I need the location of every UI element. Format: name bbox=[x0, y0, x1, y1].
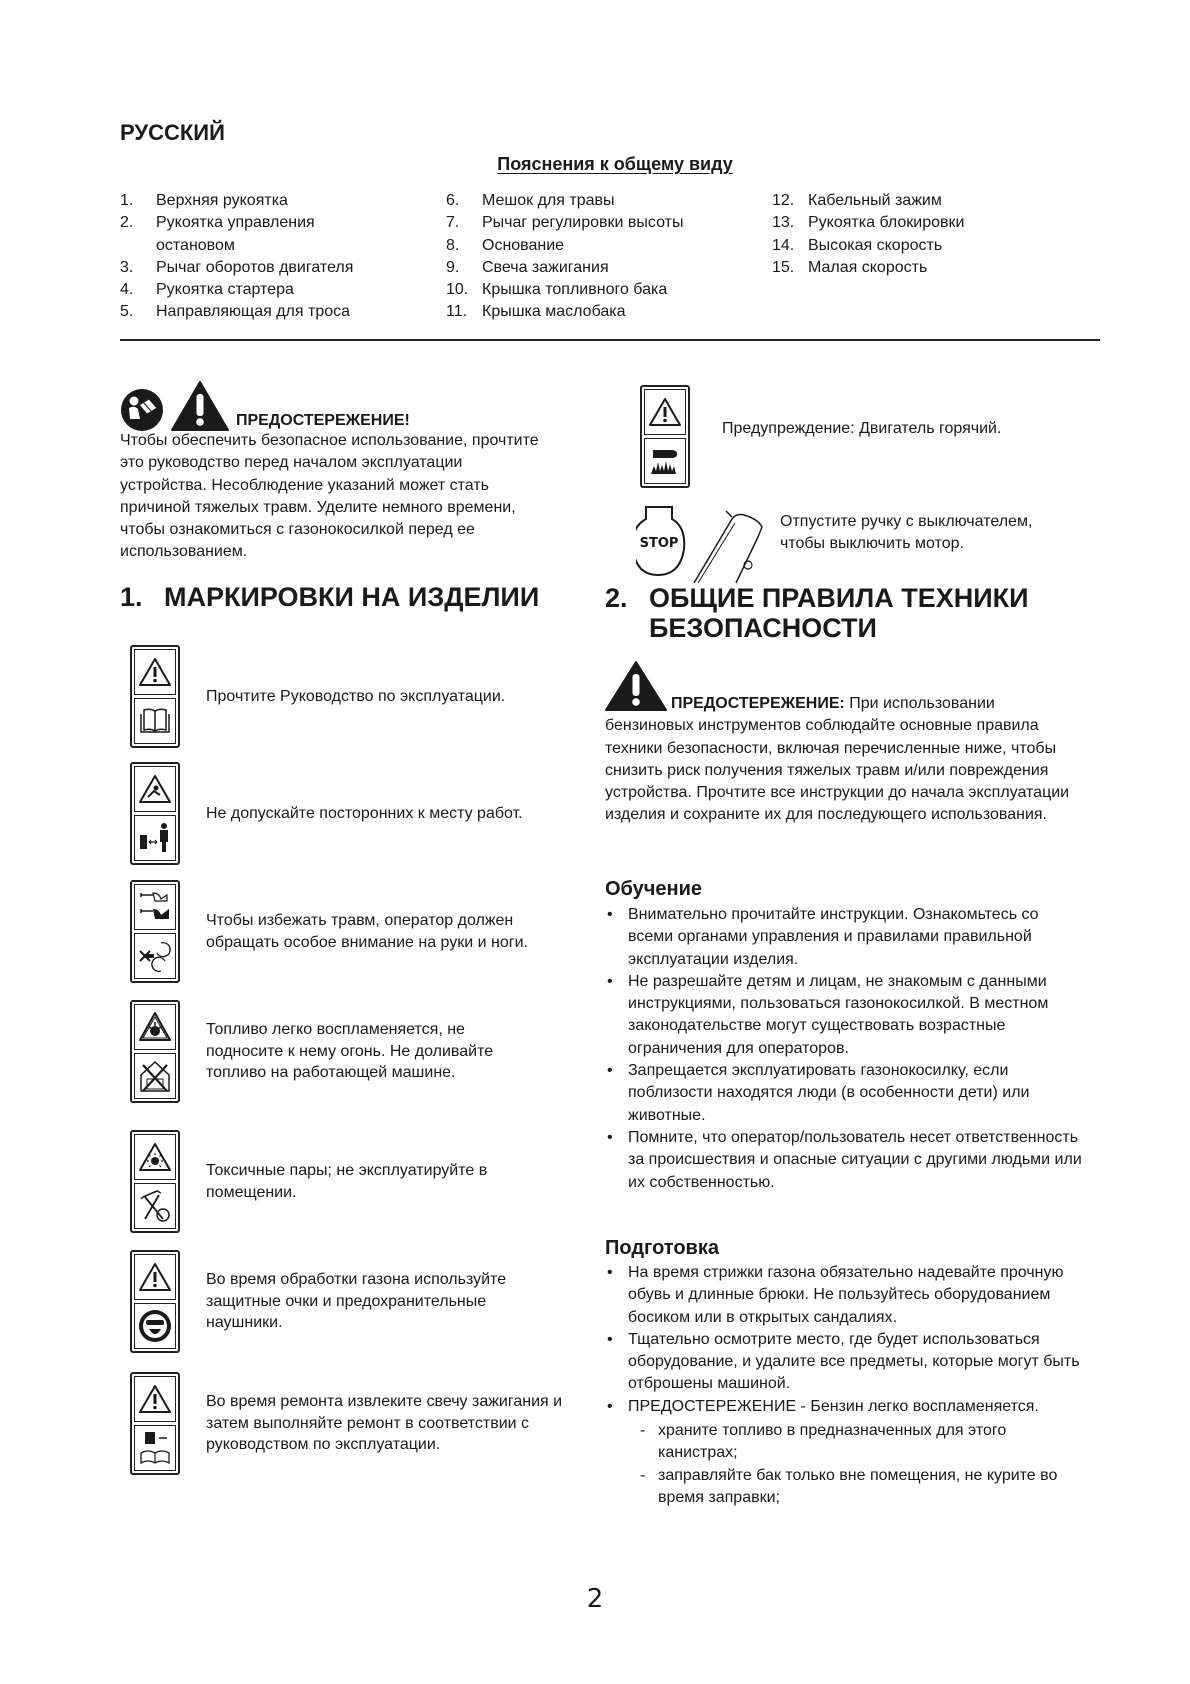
section-1-heading bbox=[120, 582, 539, 612]
svg-text:STOP: STOP bbox=[639, 536, 679, 551]
marking-text: Топливо легко воспламеняется, не подносите к нему огонь. Не доливайте топливо на работающей машине. bbox=[206, 1021, 494, 1082]
horizontal-divider bbox=[120, 339, 1100, 341]
hot-engine-text: Предупреждение: Двигатель горячий. bbox=[722, 420, 1002, 437]
warning-triangle-icon bbox=[134, 649, 176, 695]
stop-handle-symbol bbox=[636, 505, 776, 590]
marking-label-fuel-fire bbox=[130, 1000, 180, 1103]
preparation-bullet: • На время стрижки газона обязательно надевайте прочную обувь и длинные брюки. Не пользуйтесь оборудованием босиком или в открытых сандалиях. bbox=[605, 1262, 1085, 1329]
preparation-bullet: • Тщательно осмотрите место, где будет использоваться оборудование, и удалите все предметы, которые могут быть отброшены машиной. bbox=[605, 1329, 1085, 1396]
legend-label: Кабельный зажим bbox=[808, 192, 942, 209]
stop-handle-icon bbox=[636, 505, 776, 585]
legend-item bbox=[446, 212, 746, 234]
legend-item bbox=[446, 301, 746, 323]
hot-engine-symbol bbox=[640, 385, 690, 488]
no-indoor-operation-icon bbox=[134, 1183, 176, 1229]
warning-triangle-icon bbox=[134, 1376, 176, 1422]
preparation-heading: Подготовка bbox=[605, 1237, 719, 1259]
legend-num: 12. bbox=[772, 192, 795, 209]
legend-num: 13. bbox=[772, 214, 795, 232]
section-1-title: МАРКИРОВКИ НА ИЗДЕЛИИ bbox=[164, 582, 540, 612]
thrown-objects-warning-icon bbox=[134, 766, 176, 812]
legend-title-text: Пояснения к общему виду bbox=[497, 154, 733, 174]
preparation-bullet-text: ПРЕДОСТЕРЕЖЕНИЕ - Бензин легко воспламеняется. bbox=[628, 1397, 1039, 1415]
legend-label: Свеча зажигания bbox=[482, 258, 609, 276]
legend-item bbox=[120, 190, 410, 212]
legend-label: Рукоятка управления остановом bbox=[156, 214, 315, 254]
rotating-blade-icon bbox=[134, 933, 176, 979]
legend-num: 3. bbox=[120, 258, 134, 276]
marking-label-read-manual bbox=[130, 645, 180, 748]
marking-label-bystanders bbox=[130, 762, 180, 865]
section-1-number: 1. bbox=[120, 582, 143, 612]
training-heading: Обучение bbox=[605, 878, 703, 900]
legend-label: Крышка топливного бака bbox=[482, 281, 668, 299]
warning-triangle-icon bbox=[644, 389, 686, 435]
section-2-title-line-1: ОБЩИЕ ПРАВИЛА ТЕХНИКИ bbox=[649, 583, 1029, 613]
legend-label: Рычаг регулировки высоты bbox=[482, 214, 684, 232]
section-2-title-line-2: БЕЗОПАСНОСТИ bbox=[649, 613, 877, 643]
legend-item bbox=[772, 190, 1072, 212]
marking-label-toxic-fumes bbox=[130, 1130, 180, 1233]
keep-distance-icon bbox=[134, 815, 176, 861]
product-marking-item bbox=[130, 1000, 546, 1103]
training-list bbox=[605, 904, 1085, 1194]
marking-label-protective-gear bbox=[130, 1250, 180, 1353]
intro-warning-label: ПРЕДОСТЕРЕЖЕНИЕ! bbox=[236, 412, 410, 429]
marking-label-hands-feet bbox=[130, 880, 180, 983]
legend-item bbox=[120, 279, 410, 301]
legend-column-3 bbox=[772, 190, 1072, 279]
legend-num: 10. bbox=[446, 281, 469, 299]
read-manual-icon bbox=[120, 388, 164, 432]
legend-num: 9. bbox=[446, 258, 460, 276]
marking-label-repair bbox=[130, 1372, 180, 1475]
preparation-list bbox=[605, 1262, 1085, 1509]
remove-spark-plug-icon bbox=[134, 1425, 176, 1471]
legend-num: 5. bbox=[120, 303, 134, 321]
warning-triangle-icon bbox=[134, 1254, 176, 1300]
page-number: 2 bbox=[586, 1584, 604, 1614]
legend-num: 11. bbox=[446, 303, 468, 321]
legend-num: 8. bbox=[446, 236, 460, 254]
flammable-warning-icon bbox=[134, 1004, 176, 1050]
no-refuel-indoors-icon bbox=[134, 1053, 176, 1099]
training-bullet: • Запрещается эксплуатировать газонокосилку, если поблизости находятся люди (в особенности дети) или животные. bbox=[605, 1060, 1085, 1127]
marking-text: Чтобы избежать травм, оператор должен обращать особое внимание на руки и ноги. bbox=[206, 912, 528, 951]
legend-num: 2. bbox=[120, 214, 134, 232]
legend-num: 15. bbox=[772, 258, 795, 276]
marking-text: Не допускайте посторонних к месту работ. bbox=[206, 804, 523, 822]
legend-num: 4. bbox=[120, 281, 134, 299]
legend-num: 7. bbox=[446, 214, 460, 232]
legend-item bbox=[446, 235, 746, 257]
preparation-bullet bbox=[605, 1396, 1085, 1509]
warning-triangle-icon bbox=[170, 380, 230, 432]
legend-item bbox=[120, 257, 410, 279]
section-2-warning-label: ПРЕДОСТЕРЕЖЕНИЕ: bbox=[671, 695, 845, 712]
hot-engine-label-box bbox=[640, 385, 690, 488]
legend-label: Рукоятка стартера bbox=[156, 281, 294, 299]
legend-label: Верхняя рукоятка bbox=[156, 192, 288, 209]
legend-label: Рукоятка блокировки bbox=[808, 214, 965, 232]
marking-text: Во время ремонта извлеките свечу зажигания и затем выполняйте ремонт в соответствии с руководством по эксплуатации. bbox=[206, 1393, 563, 1454]
product-marking-item bbox=[130, 762, 523, 865]
section-2-warning bbox=[605, 693, 1075, 827]
legend-column-1 bbox=[120, 190, 410, 324]
language-heading: РУССКИЙ bbox=[120, 120, 225, 145]
legend-item bbox=[446, 190, 746, 212]
legend-item bbox=[772, 257, 1072, 279]
legend-label: Мешок для травы bbox=[482, 192, 615, 209]
legend-label: Рычаг оборотов двигателя bbox=[156, 258, 354, 276]
legend-label: Направляющая для троса bbox=[156, 303, 351, 321]
eye-ear-protection-icon bbox=[134, 1303, 176, 1349]
legend-num: 14. bbox=[772, 236, 795, 254]
legend-item bbox=[446, 257, 746, 279]
marking-text: Прочтите Руководство по эксплуатации. bbox=[206, 687, 506, 705]
preparation-sub-bullet: - храните топливо в предназначенных для этого канистрах; bbox=[638, 1420, 1085, 1465]
section-2-warning-text: При использовании бензиновых инструментов соблюдайте основные правила техники безопасности, включая перечисленные ниже, чтобы снизить риск получения тяжелых травм и/или повреждения устройства. Прочтите все инструкции до начала эксплуатации изделия и сохраните их для последующего использования. bbox=[605, 695, 1070, 824]
training-bullet: • Не разрешайте детям и лицам, не знакомым с данными инструкциями, пользоваться газонокосилкой. В местном законодательстве могут существовать возрастные ограничения для операторов. bbox=[605, 971, 1085, 1060]
legend-item bbox=[772, 235, 1072, 257]
product-marking-item bbox=[130, 1250, 566, 1353]
product-marking-item bbox=[130, 880, 566, 983]
section-2-number: 2. bbox=[605, 583, 628, 613]
training-bullet: • Внимательно прочитайте инструкции. Ознакомьтесь со всеми органами управления и правилами правильной эксплуатации изделия. bbox=[605, 904, 1085, 971]
legend-item bbox=[120, 212, 410, 257]
legend-item bbox=[120, 301, 410, 323]
preparation-sub-bullet: - заправляйте бак только вне помещения, не курите во время заправки; bbox=[638, 1465, 1085, 1510]
legend-label: Основание bbox=[482, 236, 565, 254]
stop-handle-text: Отпустите ручку с выключателем, чтобы выключить мотор. bbox=[780, 513, 1033, 553]
intro-warning-text: Чтобы обеспечить безопасное использование, прочтите это руководство перед началом эксплуатации устройства. Несоблюдение указаний может стать причиной тяжелых травм. Уделите немного времени, чтобы ознакомиться с газонокосилкой перед ее использованием. bbox=[120, 432, 539, 561]
legend-column-2 bbox=[446, 190, 746, 324]
explosion-warning-icon bbox=[134, 1134, 176, 1180]
marking-text: Во время обработки газона используйте защитные очки и предохранительные наушники. bbox=[206, 1271, 507, 1332]
marking-text: Токсичные пары; не эксплуатируйте в помещении. bbox=[206, 1162, 488, 1201]
product-marking-item bbox=[130, 1372, 566, 1475]
intro-warning-header bbox=[120, 380, 410, 432]
legend-num: 6. bbox=[446, 192, 460, 209]
legend-title bbox=[0, 154, 1190, 175]
legend-item bbox=[446, 279, 746, 301]
section-2-heading bbox=[605, 583, 1029, 643]
blade-hand-foot-icon bbox=[134, 884, 176, 930]
open-book-icon bbox=[134, 698, 176, 744]
hot-surface-icon bbox=[644, 438, 686, 484]
product-marking-item bbox=[130, 1130, 546, 1233]
legend-label: Высокая скорость bbox=[808, 236, 943, 254]
product-marking-item bbox=[130, 645, 505, 748]
legend-item bbox=[772, 212, 1072, 234]
legend-label: Малая скорость bbox=[808, 258, 928, 276]
legend-num: 1. bbox=[120, 192, 134, 209]
legend-label: Крышка маслобака bbox=[482, 303, 626, 321]
training-bullet: • Помните, что оператор/пользователь несет ответственность за происшествия и опасные ситуации с другими людьми или их собственностью. bbox=[605, 1127, 1085, 1194]
